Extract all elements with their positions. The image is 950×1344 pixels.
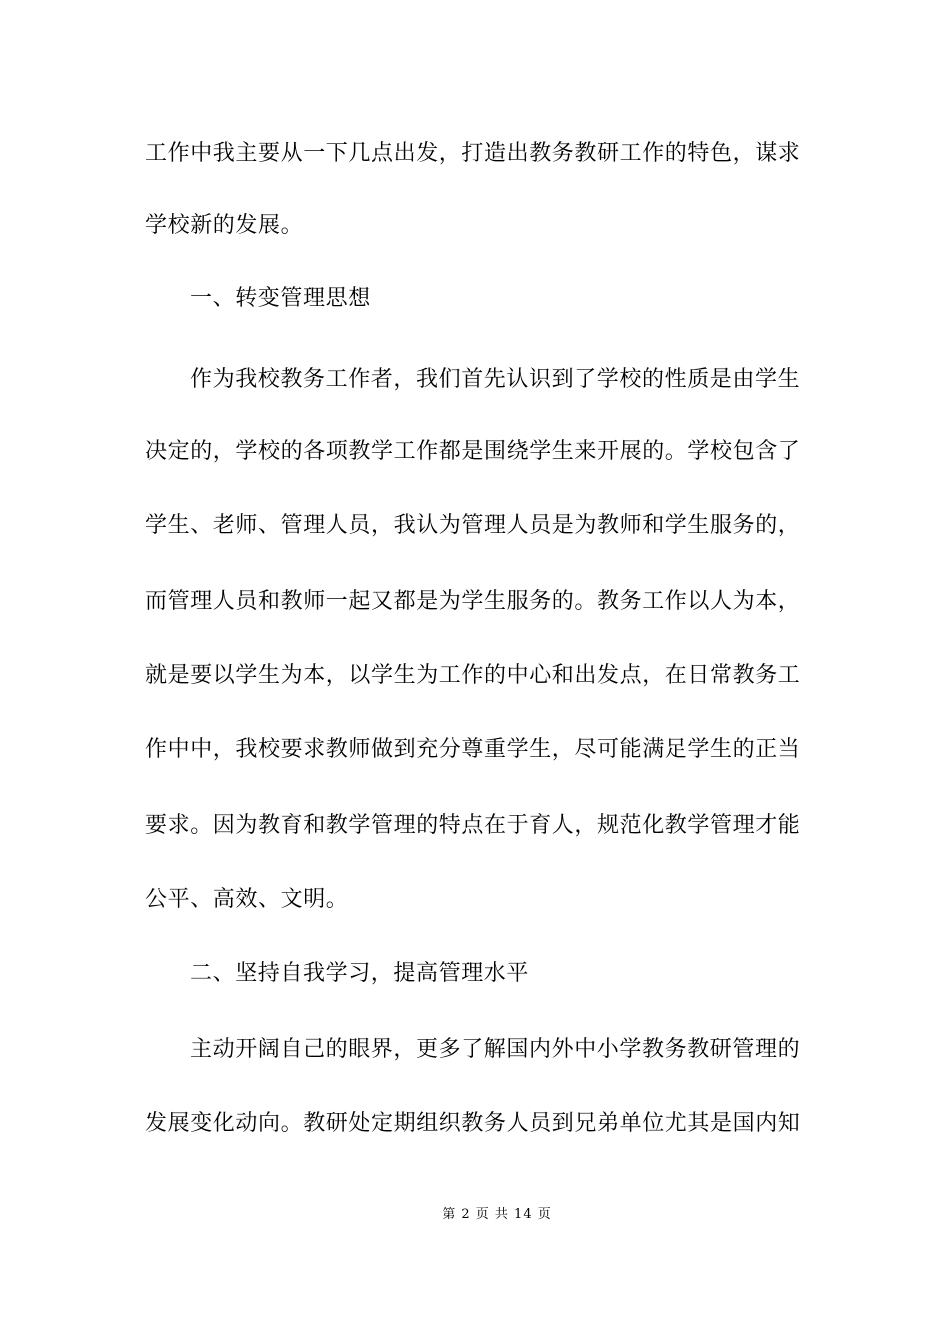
paragraph-line: 而管理人员和教师一起又都是为学生服务的。教务工作以人为本， (145, 589, 801, 614)
page-footer (0, 1206, 950, 1224)
section-heading-2: 二、坚持自我学习，提高管理水平 (190, 961, 530, 986)
paragraph-line: 学生、老师、管理人员，我认为管理人员是为教师和学生服务的， (145, 513, 801, 538)
page-number: 第 2 页 共 14 页 (442, 1207, 552, 1222)
paragraph-line: 作为我校教务工作者，我们首先认识到了学校的性质是由学生 (190, 367, 801, 392)
paragraph-line: 决定的，学校的各项教学工作都是围绕学生来开展的。学校包含了 (145, 439, 801, 464)
paragraph-line: 就是要以学生为本，以学生为工作的中心和出发点，在日常教务工 (145, 663, 801, 688)
paragraph-line: 学校新的发展。 (145, 213, 304, 238)
paragraph-line: 作中中，我校要求教师做到充分尊重学生，尽可能满足学生的正当 (145, 737, 801, 762)
paragraph-line: 公平、高效、文明。 (145, 887, 349, 912)
paragraph-line: 主动开阔自己的眼界，更多了解国内外中小学教务教研管理的 (190, 1037, 801, 1062)
paragraph-line: 要求。因为教育和教学管理的特点在于育人，规范化教学管理才能 (145, 813, 801, 838)
section-heading-1: 一、转变管理思想 (190, 286, 371, 311)
paragraph-line: 发展变化动向。教研处定期组织教务人员到兄弟单位尤其是国内知 (145, 1111, 801, 1136)
paragraph-line: 工作中我主要从一下几点出发，打造出教务教研工作的特色，谋求 (145, 141, 801, 166)
